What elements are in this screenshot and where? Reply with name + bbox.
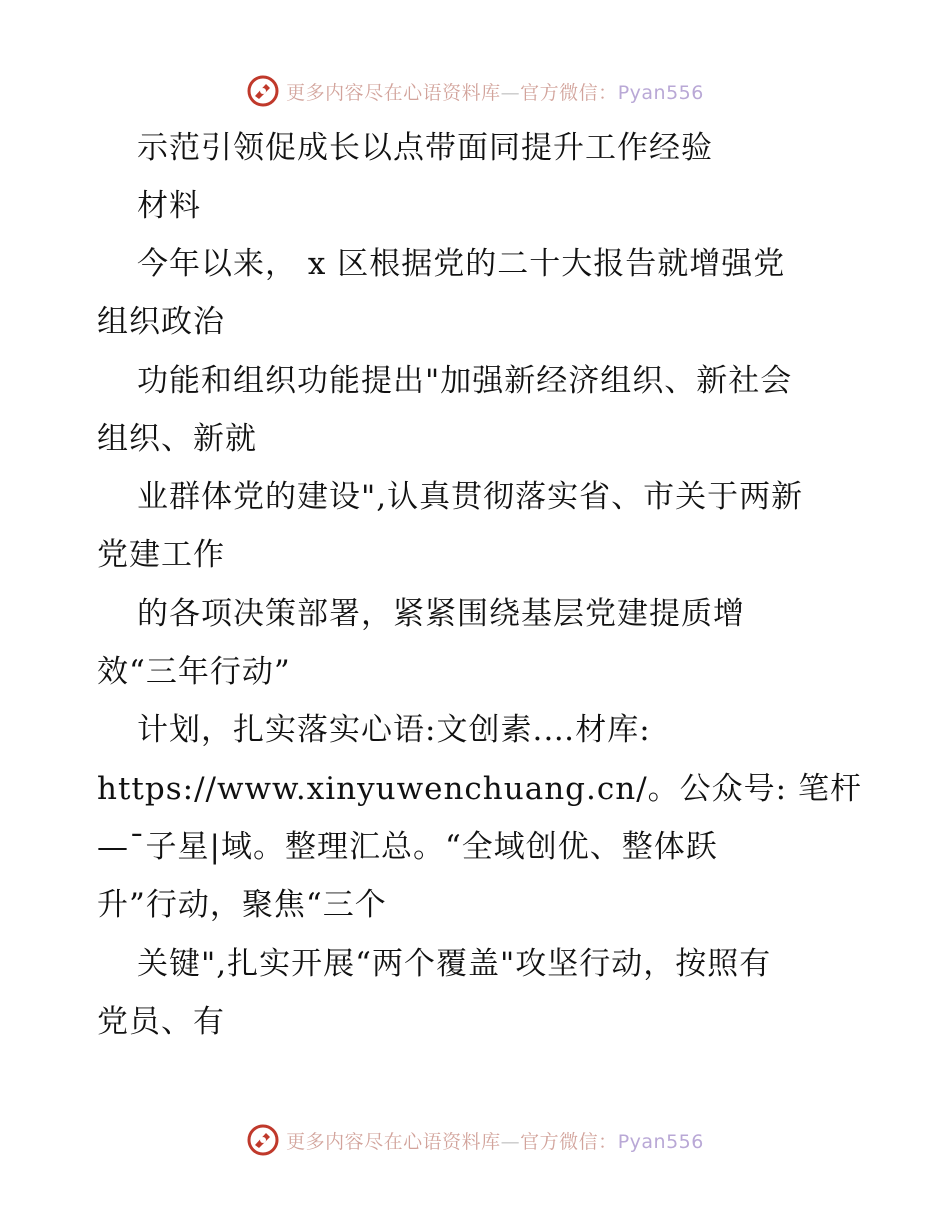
url-line: https://www.xinyuwenchuang.cn/。公众号: 笔杆 [97, 771, 862, 807]
paragraph-line: 党员、有 [97, 1004, 225, 1040]
watermark-text: 更多内容尽在心语资料库—官方微信：Pyan556 [286, 81, 704, 104]
paragraph-line: 组织、新就 [97, 421, 257, 457]
paragraph-line: 计划，扎实落实心语:文创素.…材库: [137, 712, 651, 748]
paragraph-line: 效“三年行动” [97, 654, 291, 690]
document-title-line-1: 示范引领促成长以点带面同提升工作经验 [137, 130, 713, 166]
watermark-text: 更多内容尽在心语资料库—官方微信：Pyan556 [286, 1130, 704, 1153]
logo-icon [246, 1123, 280, 1157]
document-title-line-2: 材料 [137, 188, 201, 224]
paragraph-line: 今年以来， x 区根据党的二十大报告就增强党 [137, 246, 786, 282]
paragraph-line: 业群体党的建设",认真贯彻落实省、市关于两新 [137, 479, 804, 515]
paragraph-line: 关键",扎实开展“两个覆盖"攻坚行动，按照有 [137, 946, 772, 982]
paragraph-line: 党建工作 [97, 537, 225, 573]
paragraph-line: 组织政治 [97, 304, 225, 340]
header-watermark [0, 71, 950, 111]
footer-watermark [0, 1120, 950, 1160]
paragraph-line: 功能和组织功能提出"加强新经济组织、新社会 [137, 363, 793, 399]
paragraph-line: 的各项决策部署，紧紧围绕基层党建提质增 [137, 596, 745, 632]
paragraph-line: 升”行动，聚焦“三个 [97, 887, 387, 923]
logo-icon [246, 74, 280, 108]
paragraph-line: —¯子星|域。整理汇总。“全域创优、整体跃 [97, 829, 718, 865]
